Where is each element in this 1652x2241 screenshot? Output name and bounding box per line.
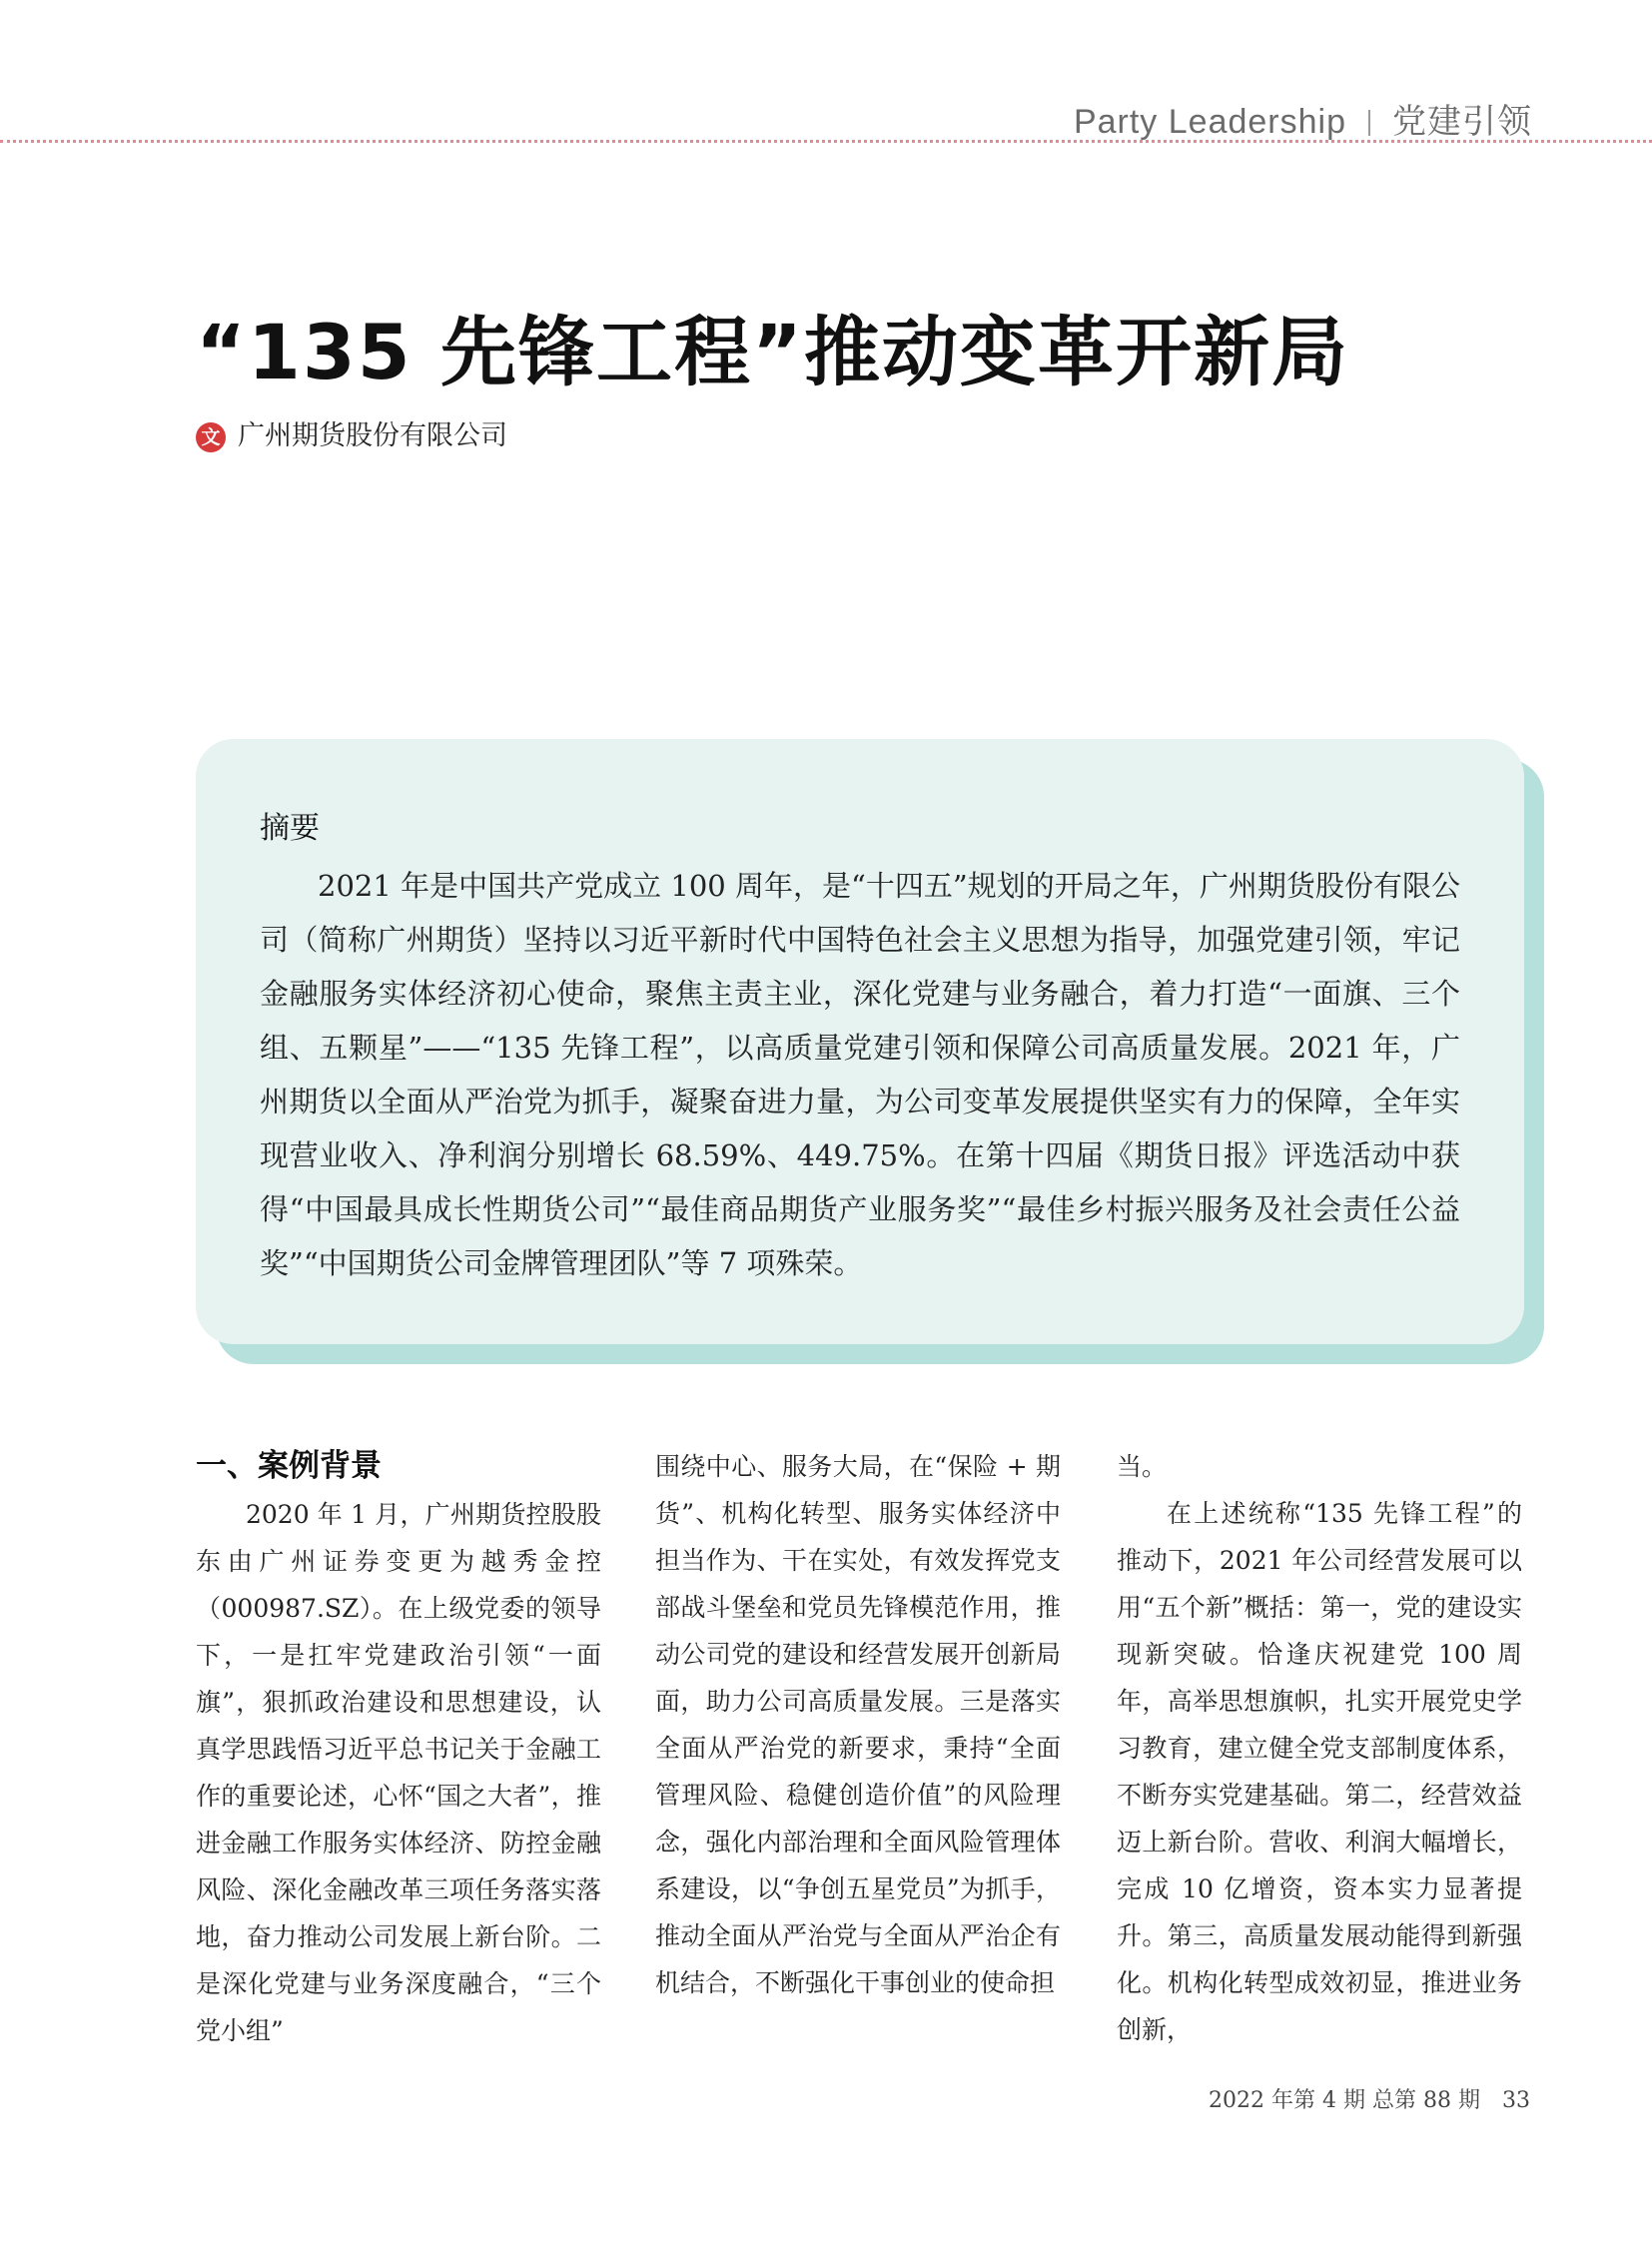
body-paragraph: 围绕中心、服务大局，在“保险 + 期货”、机构化转型、服务实体经济中担当作为、干在实处，有效发挥党支部战斗堡垒和党员先锋模范作用，推动公司党的建设和经营发展开创新局面，助力公司高质量发展。三是落实全面从严治党的新要求，秉持“全面管理风险、稳健创造价值”的风险理念，强化内部治理和全面风险管理体系建设，以“争创五星党员”为抓手，推动全面从严治党与全面从严治企有机结合，不断强化干事创业的使命担 [655, 1452, 1061, 1997]
header-section-en: Party Leadership [1073, 103, 1346, 141]
article-title: “135 先锋工程”推动变革开新局 [196, 308, 1349, 396]
abstract-label: 摘要 [260, 811, 320, 846]
page-number: 33 [1502, 2088, 1530, 2113]
body-column-3 [1117, 1443, 1522, 2053]
header-dotted-rule [0, 140, 1652, 143]
section-heading: 一、案例背景 [196, 1448, 382, 1484]
body-paragraph: 2020 年 1 月，广州期货控股股东由广州证券变更为越秀金控（000987.SZ）。在上级党委的领导下，一是扛牢党建政治引领“一面旗”，狠抓政治建设和思想建设，认真学思践悟习近平总书记关于金融工作的重要论述，心怀“国之大者”，推进金融工作服务实体经济、防控金融风险、深化金融改革三项任务落实落地，奋力推动公司发展上新台阶。二是深化党建与业务深度融合，“三个党小组” [196, 1500, 601, 2045]
byline [196, 413, 507, 452]
page-footer [1209, 2083, 1530, 2114]
issue-info: 2022 年第 4 期 总第 88 期 [1209, 2088, 1480, 2113]
header-section-cn: 党建引领 [1392, 103, 1532, 141]
author-name: 广州期货股份有限公司 [238, 420, 507, 451]
abstract-box [196, 739, 1524, 1344]
body-column-1 [196, 1443, 601, 2054]
running-header [1074, 94, 1532, 143]
body-paragraph: 在上述统称“135 先锋工程”的推动下，2021 年公司经营发展可以用“五个新”概括：第一，党的建设实现新突破。恰逢庆祝建党 100 周年，高举思想旗帜，扎实开展党史学习教育，建立健全党支部制度体系，不断夯实党建基础。第二，经营效益迈上新台阶。营收、利润大幅增长，完成 10 亿增资，资本实力显著提升。第三，高质量发展动能得到新强化。机构化转型成效初显，推进业务创新， [1117, 1499, 1522, 2044]
author-icon: 文 [196, 422, 226, 452]
body-column-2 [655, 1443, 1061, 2006]
body-paragraph: 当。 [1117, 1452, 1168, 1481]
abstract-text: 2021 年是中国共产党成立 100 周年，是“十四五”规划的开局之年，广州期货股份有限公司（简称广州期货）坚持以习近平新时代中国特色社会主义思想为指导，加强党建引领，牢记金融服务实体经济初心使命，聚焦主责主业，深化党建与业务融合，着力打造“一面旗、三个组、五颗星”——“135 先锋工程”，以高质量党建引领和保障公司高质量发展。2021 年，广州期货以全面从严治党为抓手，凝聚奋进力量，为公司变革发展提供坚实有力的保障，全年实现营业收入、净利润分别增长 68.59%、449.75%。在第十四届《期货日报》评选活动中获得“中国最具成长性期货公司”“最佳商品期货产业服务奖”“最佳乡村振兴服务及社会责任公益奖”“中国期货公司金牌管理团队”等 7 项殊荣。 [260, 869, 1460, 1280]
header-separator [1368, 110, 1370, 136]
